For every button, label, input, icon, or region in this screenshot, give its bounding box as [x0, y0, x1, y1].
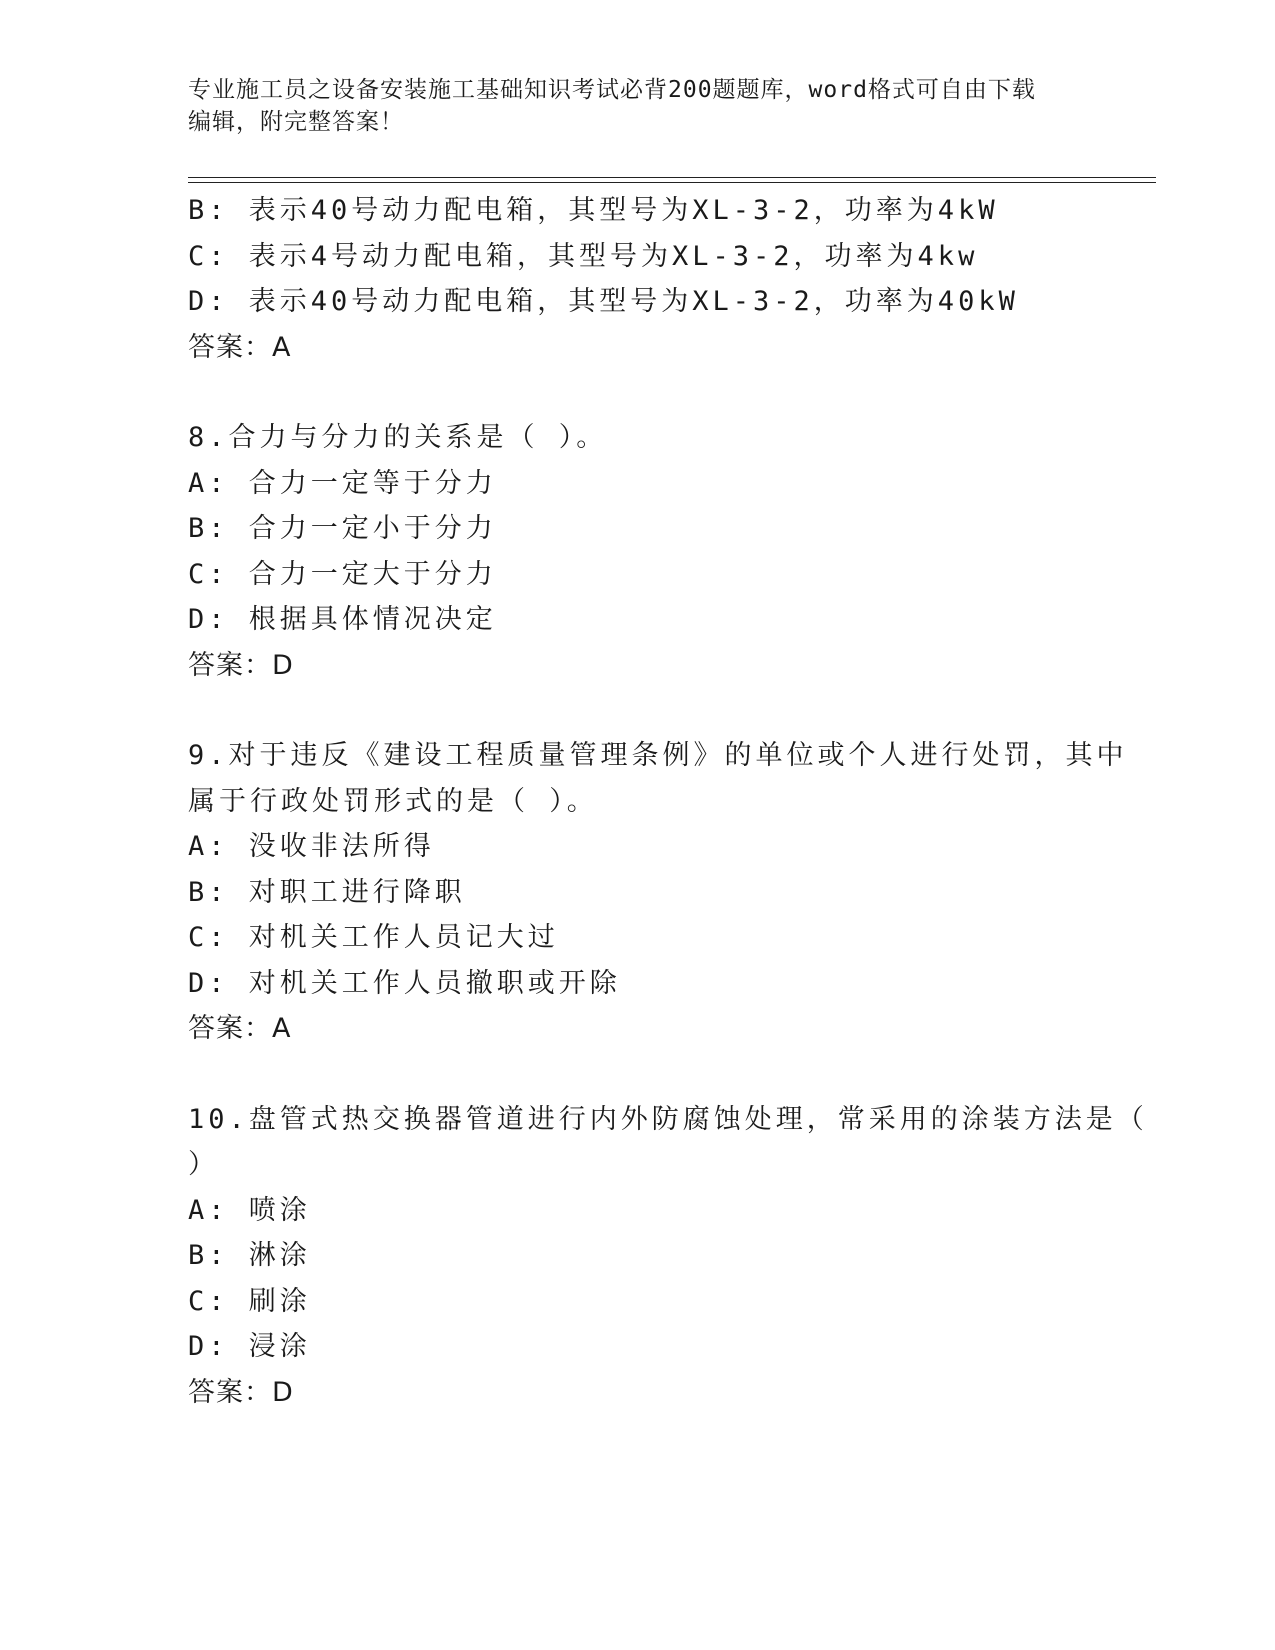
header-divider-bottom: [188, 182, 1156, 183]
q7-answer: 答案：A: [188, 331, 292, 363]
document-header: [188, 74, 1088, 138]
header-title-line-2: 编辑，附完整答案！: [188, 109, 404, 135]
q9-option-d: D: 对机关工作人员撤职或开除: [188, 967, 621, 999]
q8-option-c: C: 合力一定大于分力: [188, 558, 497, 590]
q8-answer: 答案：D: [188, 649, 294, 681]
question-block-8: [188, 415, 1088, 688]
spacer: [188, 1052, 1088, 1097]
q9-question-line-1: 9.对于违反《建设工程质量管理条例》的单位或个人进行处罚，其中: [188, 740, 1128, 771]
q8-question: 8.合力与分力的关系是（ ）。: [188, 422, 608, 453]
spacer: [188, 688, 1088, 733]
q10-option-c: C: 刷涂: [188, 1285, 311, 1317]
q9-answer: 答案：A: [188, 1013, 292, 1044]
q8-option-b: B: 合力一定小于分力: [188, 513, 497, 544]
q7-option-b: B: 表示40号动力配电箱，其型号为XL-3-2，功率为4kW: [188, 195, 999, 226]
q9-option-a: A: 没收非法所得: [188, 831, 435, 862]
header-divider-top: [188, 177, 1156, 178]
q10-question-line-1: 10.盘管式热交换器管道进行内外防腐蚀处理，常采用的涂装方法是（: [188, 1103, 1148, 1135]
q8-option-d: D: 根据具体情况决定: [188, 604, 497, 635]
q10-option-b: B: 淋涂: [188, 1240, 311, 1271]
question-list: [188, 188, 1148, 1415]
header-title-line-1: 专业施工员之设备安装施工基础知识考试必背200题题库，word格式可自由下载: [188, 77, 1036, 103]
q7-option-c: C: 表示4号动力配电箱，其型号为XL-3-2，功率为4kw: [188, 240, 979, 272]
q7-option-d: D: 表示40号动力配电箱，其型号为XL-3-2，功率为40kW: [188, 286, 1019, 317]
q10-answer: 答案：D: [188, 1376, 294, 1408]
spacer: [188, 370, 1088, 415]
q10-question-line-2: ）: [188, 1149, 219, 1180]
question-block-7: [188, 188, 1088, 370]
question-block-10: [188, 1097, 1148, 1416]
q9-question-line-2: 属于行政处罚形式的是（ ）。: [188, 785, 598, 817]
q8-option-a: A: 合力一定等于分力: [188, 467, 497, 499]
q9-option-c: C: 对机关工作人员记大过: [188, 922, 559, 953]
q9-option-b: B: 对职工进行降职: [188, 876, 466, 908]
q10-option-d: D: 浸涂: [188, 1331, 311, 1362]
question-block-9: [188, 733, 1128, 1052]
q10-option-a: A: 喷涂: [188, 1194, 311, 1226]
